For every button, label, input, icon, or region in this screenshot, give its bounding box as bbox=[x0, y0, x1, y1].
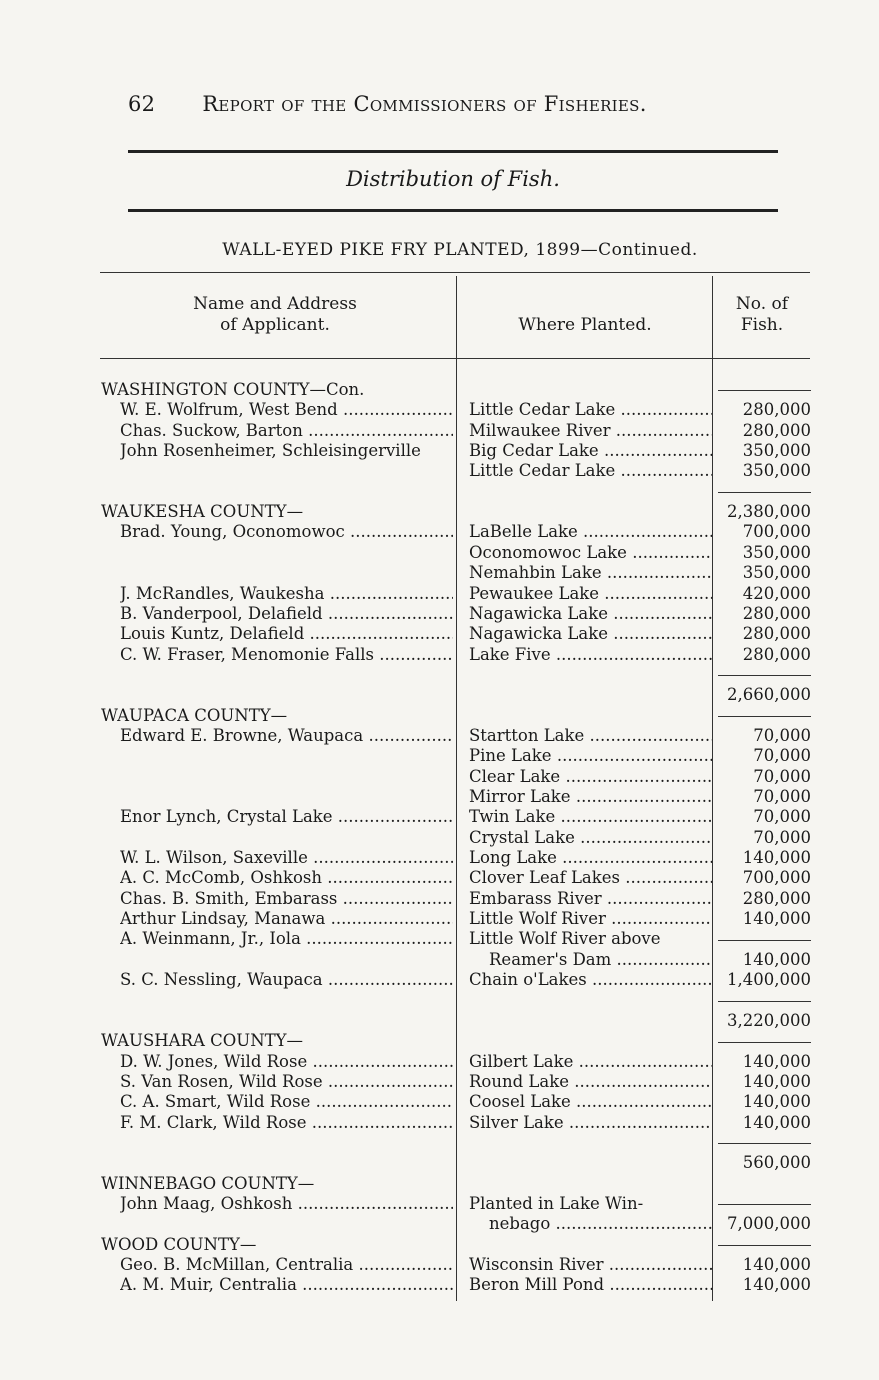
where-planted-cell bbox=[469, 1255, 712, 1275]
table-row bbox=[0, 726, 879, 746]
applicant-cell bbox=[120, 1194, 453, 1214]
applicant-text: D. W. Jones, Wild Rose ..... bbox=[120, 1052, 453, 1071]
fish-count-cell: 280,000 bbox=[742, 644, 811, 664]
subtotal-rule bbox=[718, 390, 811, 391]
header-rule-bottom bbox=[128, 209, 778, 212]
where-planted-cell bbox=[469, 807, 712, 827]
table-top-rule bbox=[100, 272, 810, 273]
county-name bbox=[101, 380, 501, 400]
where-planted-text: Planted in Lake Win- bbox=[469, 1194, 644, 1213]
county-name bbox=[101, 1174, 501, 1194]
where-planted-cell bbox=[469, 828, 712, 848]
subtotal-rule bbox=[718, 1204, 811, 1205]
fish-count-cell: 350,000 bbox=[742, 461, 811, 481]
table-row bbox=[0, 1113, 879, 1133]
applicant-text: John Maag, Oshkosh ..... bbox=[120, 1194, 453, 1213]
table-row bbox=[0, 563, 879, 583]
county-name bbox=[101, 706, 501, 726]
where-planted-text: Nemahbin Lake ..... bbox=[469, 563, 712, 582]
where-planted-text: Little Wolf River above bbox=[469, 929, 661, 949]
fish-count-cell: 140,000 bbox=[742, 1255, 811, 1275]
running-title: Report of the Commissioners of Fisheries. bbox=[202, 92, 647, 116]
applicant-cell bbox=[120, 441, 453, 461]
table-row bbox=[0, 441, 879, 461]
where-planted-text: Chain o'Lakes ..... bbox=[469, 970, 712, 989]
where-planted-cell bbox=[469, 400, 712, 420]
applicant-cell bbox=[120, 868, 453, 888]
applicant-text: F. M. Clark, Wild Rose ..... bbox=[120, 1113, 453, 1132]
fish-count-cell: 280,000 bbox=[742, 400, 811, 420]
applicant-cell bbox=[120, 1275, 453, 1295]
county-row bbox=[0, 502, 879, 522]
table-title: WALL-EYED PIKE FRY PLANTED, 1899—Continued. bbox=[222, 240, 698, 260]
where-planted-cell bbox=[469, 1275, 712, 1295]
where-planted-cell bbox=[469, 421, 712, 441]
fish-count-cell: 140,000 bbox=[742, 1275, 811, 1295]
applicant-text: C. A. Smart, Wild Rose ..... bbox=[120, 1092, 453, 1111]
applicant-text: Arthur Lindsay, Manawa ..... bbox=[120, 909, 453, 928]
subtotal-rule bbox=[718, 716, 811, 717]
fish-count-cell: 280,000 bbox=[742, 420, 811, 440]
where-planted-cell bbox=[489, 950, 712, 970]
where-planted-cell bbox=[489, 1214, 712, 1234]
where-planted-cell bbox=[469, 1052, 712, 1072]
fish-count-cell: 70,000 bbox=[753, 746, 811, 766]
applicant-text: Chas. Suckow, Barton ..... bbox=[120, 421, 453, 440]
applicant-cell bbox=[120, 624, 453, 644]
fish-count-cell: 140,000 bbox=[742, 1051, 811, 1071]
where-planted-cell bbox=[469, 767, 712, 787]
where-planted-cell bbox=[469, 543, 712, 563]
applicant-text: A. Weinmann, Jr., Iola ..... bbox=[120, 929, 453, 948]
applicant-cell bbox=[120, 400, 453, 420]
fish-count-cell: 140,000 bbox=[742, 848, 811, 868]
applicant-text: Louis Kuntz, Delafield ..... bbox=[120, 624, 453, 643]
table-row bbox=[0, 522, 879, 542]
applicant-cell bbox=[120, 604, 453, 624]
table-row bbox=[0, 1275, 879, 1295]
applicant-cell bbox=[120, 1113, 453, 1133]
fish-count-cell: 350,000 bbox=[742, 563, 811, 583]
table-row bbox=[0, 461, 879, 481]
where-planted-cell bbox=[469, 522, 712, 542]
table-header-rule bbox=[100, 358, 810, 359]
applicant-cell bbox=[120, 929, 453, 949]
where-planted-text: Beron Mill Pond ..... bbox=[469, 1275, 712, 1294]
applicant-cell bbox=[120, 421, 453, 441]
table-row bbox=[0, 685, 879, 705]
applicant-text: WAUSHARA COUNTY— bbox=[101, 1031, 304, 1051]
where-planted-text: Clear Lake ..... bbox=[469, 767, 712, 786]
county-row bbox=[0, 1174, 879, 1194]
table-row bbox=[0, 848, 879, 868]
subtotal-rule bbox=[718, 675, 811, 676]
fish-count-cell: 2,380,000 bbox=[727, 502, 811, 522]
where-planted-text: nebago ..... bbox=[489, 1214, 712, 1233]
where-planted-cell bbox=[469, 970, 712, 990]
fish-count-cell: 140,000 bbox=[742, 1092, 811, 1112]
where-planted-cell bbox=[469, 868, 712, 888]
applicant-cell bbox=[120, 726, 453, 746]
where-planted-text: Big Cedar Lake ..... bbox=[469, 441, 712, 460]
where-planted-text: Nagawicka Lake ..... bbox=[469, 604, 712, 623]
table-row bbox=[0, 787, 879, 807]
applicant-cell bbox=[120, 889, 453, 909]
applicant-text: John Rosenheimer, Schleisingerville bbox=[120, 441, 421, 461]
where-planted-text: Wisconsin River ..... bbox=[469, 1255, 712, 1274]
table-row bbox=[0, 604, 879, 624]
table-row bbox=[0, 767, 879, 787]
fish-count-cell: 140,000 bbox=[742, 1112, 811, 1132]
where-planted-text: Startton Lake ..... bbox=[469, 726, 712, 745]
where-planted-cell bbox=[469, 563, 712, 583]
applicant-cell bbox=[120, 584, 453, 604]
where-planted-cell bbox=[469, 787, 712, 807]
fish-count-cell: 350,000 bbox=[742, 542, 811, 562]
applicant-text: Edward E. Browne, Waupaca ..... bbox=[120, 726, 453, 745]
where-planted-text: Silver Lake ..... bbox=[469, 1113, 712, 1132]
column-header-number-line2: Fish. bbox=[740, 315, 784, 335]
where-planted-cell bbox=[469, 604, 712, 624]
applicant-cell bbox=[120, 970, 453, 990]
page-number: 62 bbox=[128, 92, 156, 116]
table-row bbox=[0, 400, 879, 420]
where-planted-cell bbox=[469, 1113, 712, 1133]
fish-count-cell: 140,000 bbox=[742, 909, 811, 929]
table-row bbox=[0, 950, 879, 970]
applicant-text: WINNEBAGO COUNTY— bbox=[101, 1173, 315, 1193]
where-planted-text: Gilbert Lake ..... bbox=[469, 1052, 712, 1071]
fish-count-cell: 700,000 bbox=[742, 868, 811, 888]
applicant-text: Brad. Young, Oconomowoc ..... bbox=[120, 522, 453, 541]
column-header-number-line1: No. of bbox=[735, 294, 789, 314]
where-planted-text: Little Wolf River ..... bbox=[469, 909, 712, 928]
subtotal-rule bbox=[718, 492, 811, 493]
fish-count-cell: 3,220,000 bbox=[727, 1010, 811, 1030]
table-row bbox=[0, 909, 879, 929]
county-name bbox=[101, 1235, 501, 1255]
table-row bbox=[0, 889, 879, 909]
where-planted-cell bbox=[469, 461, 712, 481]
subtotal-rule bbox=[718, 1143, 811, 1144]
table-row bbox=[0, 1052, 879, 1072]
where-planted-cell bbox=[469, 624, 712, 644]
applicant-cell bbox=[120, 848, 453, 868]
fish-count-cell: 140,000 bbox=[742, 1071, 811, 1091]
column-header-applicant-line2: of Applicant. bbox=[220, 315, 330, 335]
where-planted-text: Mirror Lake ..... bbox=[469, 787, 712, 806]
applicant-cell bbox=[120, 1092, 453, 1112]
table-row bbox=[0, 1092, 879, 1112]
fish-count-cell: 70,000 bbox=[753, 827, 811, 847]
table-row bbox=[0, 868, 879, 888]
applicant-text: S. C. Nessling, Waupaca ..... bbox=[120, 970, 453, 989]
applicant-text: J. McRandles, Waukesha ..... bbox=[120, 584, 453, 603]
applicant-text: S. Van Rosen, Wild Rose ..... bbox=[120, 1072, 453, 1091]
applicant-text: W. E. Wolfrum, West Bend ..... bbox=[120, 400, 453, 419]
table-row bbox=[0, 828, 879, 848]
fish-count-cell: 350,000 bbox=[742, 441, 811, 461]
subtotal-rule bbox=[718, 1042, 811, 1043]
where-planted-text: Crystal Lake ..... bbox=[469, 828, 712, 847]
applicant-cell bbox=[120, 1072, 453, 1092]
applicant-text: Chas. B. Smith, Embarass ..... bbox=[120, 889, 453, 908]
column-header-number bbox=[722, 294, 802, 336]
where-planted-text: Pine Lake ..... bbox=[469, 746, 712, 765]
fish-count-cell: 70,000 bbox=[753, 725, 811, 745]
table-row bbox=[0, 970, 879, 990]
where-planted-text: Little Cedar Lake ..... bbox=[469, 461, 712, 480]
column-header-applicant bbox=[150, 294, 400, 336]
where-planted-cell bbox=[469, 909, 712, 929]
where-planted-text: Nagawicka Lake ..... bbox=[469, 624, 712, 643]
applicant-text: Enor Lynch, Crystal Lake ..... bbox=[120, 807, 453, 826]
where-planted-text: Reamer's Dam ..... bbox=[489, 950, 712, 969]
applicant-text: Geo. B. McMillan, Centralia ..... bbox=[120, 1255, 453, 1274]
county-name bbox=[101, 1031, 501, 1051]
fish-count-cell: 280,000 bbox=[742, 603, 811, 623]
applicant-cell bbox=[120, 1255, 453, 1275]
where-planted-cell bbox=[469, 726, 712, 746]
applicant-text: WASHINGTON COUNTY—Con. bbox=[101, 380, 365, 399]
where-planted-text: Pewaukee Lake ..... bbox=[469, 584, 712, 603]
applicant-cell bbox=[120, 909, 453, 929]
where-planted-text: Embarass River ..... bbox=[469, 889, 712, 908]
table-row bbox=[0, 807, 879, 827]
fish-count-cell: 280,000 bbox=[742, 624, 811, 644]
table-row bbox=[0, 624, 879, 644]
table-row bbox=[0, 543, 879, 563]
where-planted-cell bbox=[469, 848, 712, 868]
fish-count-cell: 560,000 bbox=[742, 1153, 811, 1173]
fish-count-cell: 70,000 bbox=[753, 807, 811, 827]
table-row bbox=[0, 746, 879, 766]
where-planted-cell bbox=[469, 1072, 712, 1092]
table-row bbox=[0, 645, 879, 665]
where-planted-text: LaBelle Lake ..... bbox=[469, 522, 712, 541]
fish-count-cell: 2,660,000 bbox=[727, 685, 811, 705]
running-head bbox=[128, 92, 788, 116]
fish-count-cell: 70,000 bbox=[753, 787, 811, 806]
subtotal-rule bbox=[718, 1001, 811, 1002]
where-planted-cell bbox=[469, 746, 712, 766]
fish-count-cell: 70,000 bbox=[753, 766, 811, 786]
fish-count-cell: 280,000 bbox=[742, 888, 811, 908]
where-planted-text: Long Lake ..... bbox=[469, 848, 712, 867]
where-planted-text: Little Cedar Lake ..... bbox=[469, 400, 712, 419]
applicant-cell bbox=[120, 645, 453, 665]
where-planted-cell bbox=[469, 441, 712, 461]
fish-count-cell: 700,000 bbox=[742, 522, 811, 542]
applicant-cell bbox=[120, 807, 453, 827]
applicant-text: W. L. Wilson, Saxeville ..... bbox=[120, 848, 453, 867]
column-header-applicant-line1: Name and Address bbox=[193, 294, 357, 314]
applicant-text: WAUKESHA COUNTY— bbox=[101, 502, 304, 522]
table-row bbox=[0, 1072, 879, 1092]
header-rule-top bbox=[128, 150, 778, 153]
where-planted-cell bbox=[469, 1194, 712, 1214]
table-row bbox=[0, 421, 879, 441]
applicant-text: WOOD COUNTY— bbox=[101, 1234, 257, 1254]
where-planted-cell bbox=[469, 584, 712, 604]
column-header-where-planted: Where Planted. bbox=[518, 315, 652, 335]
fish-count-cell: 420,000 bbox=[742, 583, 811, 603]
applicant-cell bbox=[120, 522, 453, 542]
fish-count-cell: 1,400,000 bbox=[727, 970, 811, 990]
subtotal-rule bbox=[718, 1245, 811, 1246]
table-row bbox=[0, 584, 879, 604]
where-planted-text: Lake Five ..... bbox=[469, 645, 712, 664]
fish-count-cell: 140,000 bbox=[742, 949, 811, 969]
where-planted-cell bbox=[469, 929, 712, 949]
table-row bbox=[0, 1214, 879, 1234]
where-planted-text: Coosel Lake ..... bbox=[469, 1092, 712, 1111]
where-planted-text: Milwaukee River ..... bbox=[469, 421, 712, 440]
where-planted-text: Clover Leaf Lakes ..... bbox=[469, 868, 712, 887]
where-planted-cell bbox=[469, 1092, 712, 1112]
table-row bbox=[0, 1153, 879, 1173]
applicant-text: C. W. Fraser, Menomonie Falls ..... bbox=[120, 645, 453, 664]
where-planted-text: Round Lake ..... bbox=[469, 1072, 712, 1091]
where-planted-cell bbox=[469, 889, 712, 909]
applicant-text: A. M. Muir, Centralia ..... bbox=[120, 1275, 453, 1294]
applicant-text: WAUPACA COUNTY— bbox=[101, 705, 288, 725]
where-planted-text: Oconomowoc Lake ..... bbox=[469, 543, 712, 562]
applicant-cell bbox=[120, 1052, 453, 1072]
applicant-text: A. C. McComb, Oshkosh ..... bbox=[120, 868, 453, 887]
section-title: Distribution of Fish. bbox=[346, 167, 560, 191]
subtotal-rule bbox=[718, 940, 811, 941]
table-row bbox=[0, 1011, 879, 1031]
table-row bbox=[0, 1255, 879, 1275]
county-name bbox=[101, 502, 501, 522]
fish-count-cell: 7,000,000 bbox=[727, 1214, 811, 1234]
applicant-text: B. Vanderpool, Delafield ..... bbox=[120, 604, 453, 623]
where-planted-text: Twin Lake ..... bbox=[469, 807, 712, 826]
where-planted-cell bbox=[469, 645, 712, 665]
